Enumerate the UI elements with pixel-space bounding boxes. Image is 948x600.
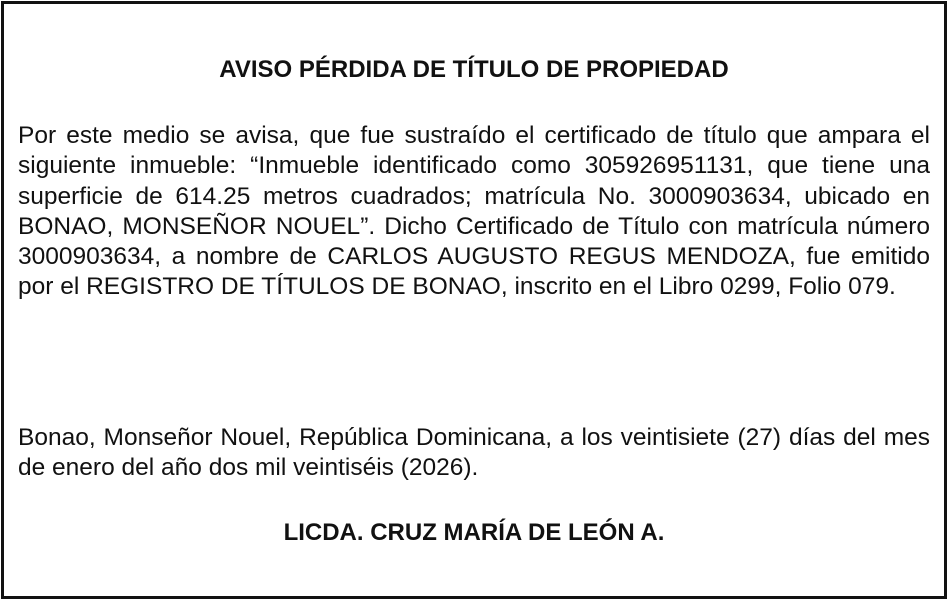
- notice-paragraph-main: Por este medio se avisa, que fue sustraído el certificado de título que ampara el siguiente inmueble: “Inmueble identificado como 305926951131, que tiene una superficie de 614.25 metros cuadrados; matrícula No. 3000903634, ubicado en BONAO, MONSEÑOR NOUEL”. Dicho Certificado de Título con matrícula número 3000903634, a nombre de CARLOS AUGUSTO REGUS MENDOZA, fue emitido por el REGISTRO DE TÍTULOS DE BONAO, inscrito en el Libro 0299, Folio 079.: [18, 122, 930, 301]
- legal-notice-box: [1, 1, 947, 599]
- notice-signature: LICDA. CRUZ MARÍA DE LEÓN A.: [283, 519, 665, 546]
- notice-paragraph-date: Bonao, Monseñor Nouel, República Dominicana, a los veintisiete (27) días del mes de enero del año dos mil veintiséis (2026).: [18, 424, 930, 482]
- notice-title: AVISO PÉRDIDA DE TÍTULO DE PROPIEDAD: [219, 56, 729, 83]
